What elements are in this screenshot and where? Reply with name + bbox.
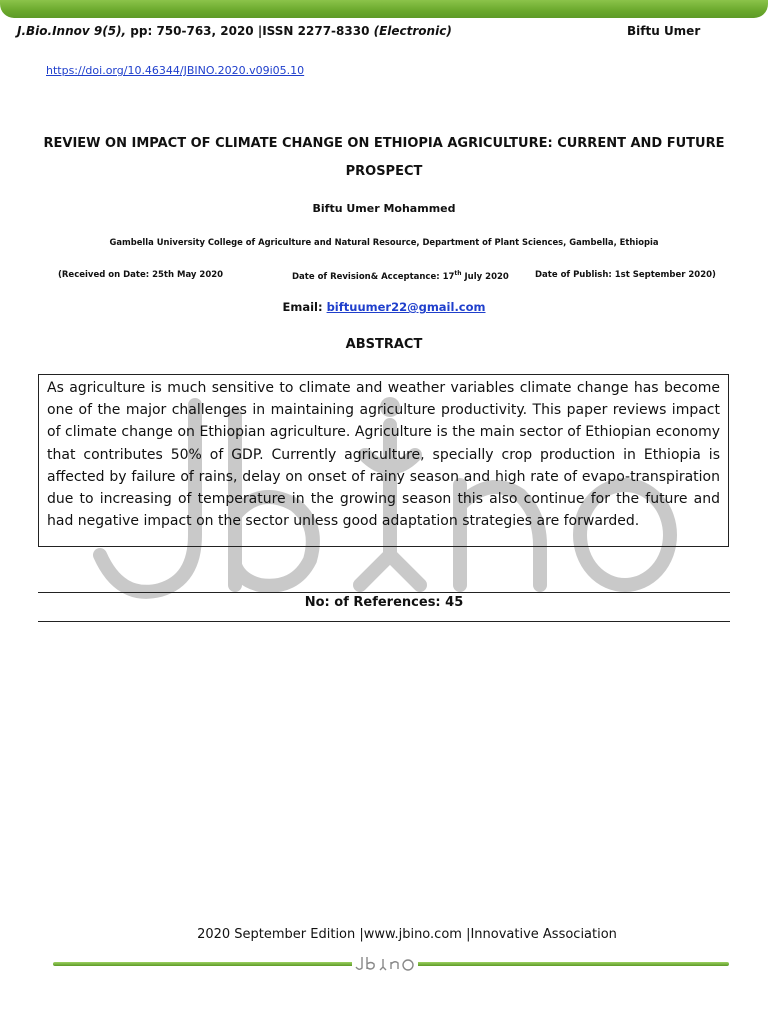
top-banner <box>0 0 768 18</box>
publish-date: Date of Publish: 1st September 2020) <box>535 270 716 280</box>
paper-title <box>40 130 728 186</box>
doi-link[interactable]: https://doi.org/10.46344/JBINO.2020.v09i05.10 <box>46 64 305 77</box>
journal-citation <box>17 24 452 38</box>
author-name: Biftu Umer Mohammed <box>312 202 456 215</box>
revision-suffix: July 2020 <box>461 271 509 282</box>
title-line-1: REVIEW ON IMPACT OF CLIMATE CHANGE ON ETHIOPIA AGRICULTURE: CURRENT AND FUTURE <box>43 136 725 151</box>
footer-text: 2020 September Edition |www.jbino.com |Innovative Association <box>197 927 617 942</box>
affiliation: Gambella University College of Agriculture and Natural Resource, Department of Plant Sciences, Gambella, Ethiopia <box>109 237 659 247</box>
top-rule <box>38 592 730 593</box>
jbino-footer-logo <box>352 953 418 973</box>
revision-prefix: Date of Revision& Acceptance: 17 <box>292 271 455 282</box>
email-link[interactable]: biftuumer22@gmail.com <box>326 300 486 314</box>
title-line-2: PROSPECT <box>345 164 423 179</box>
bottom-rule <box>38 621 730 622</box>
electronic-label: (Electronic) <box>373 24 452 38</box>
running-author: Biftu Umer <box>627 24 701 38</box>
revision-sup: th <box>454 270 462 277</box>
abstract-text: As agriculture is much sensitive to climate and weather variables climate change has become one of the major challenges in maintaining agriculture productivity. This paper reviews impact of climate change on Ethiopian agriculture. Agriculture is the main sector of Ethiopian economy that contributes 50% of GDP. Currently agriculture, specially crop production in Ethiopia is affected by failure of rains, delay on onset of rainy season and high rate of evapo-transpiration due to increasing of temperature in the growing season this also continue for the future and had negative impact on the sector unless good adaptation strategies are forwarded. <box>38 374 729 547</box>
abstract-heading: ABSTRACT <box>345 337 423 352</box>
references-count: No: of References: 45 <box>304 595 464 610</box>
email-line <box>0 300 768 314</box>
email-label: Email: <box>282 300 327 314</box>
journal-name: J.Bio.Innov 9(5), <box>17 24 127 38</box>
revision-date <box>292 270 509 282</box>
pages-issn: pp: 750-763, 2020 |ISSN 2277-8330 <box>126 24 374 38</box>
received-date: (Received on Date: 25th May 2020 <box>58 270 224 280</box>
